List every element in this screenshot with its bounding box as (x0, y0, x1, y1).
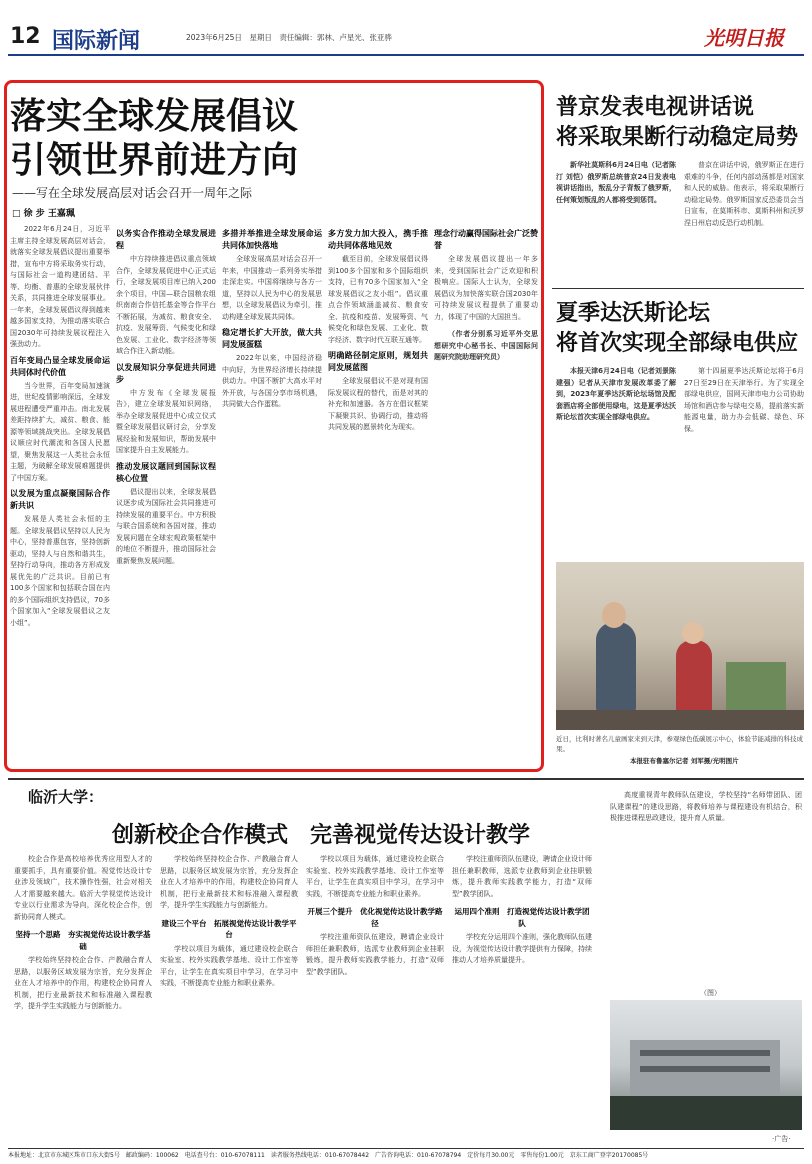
masthead (0, 0, 812, 56)
feature-column-1 (14, 854, 152, 1146)
lead-column-3 (222, 224, 322, 766)
newspaper-logo: 光明日报 (704, 26, 784, 50)
lead-para-4: 中方发布《全球发展报告》，建立全球发展知识网络，举办全球发展促进中心成立仪式暨全球发展倡议研讨会，分享发展经验和发展知识，帮助发展中国家提升自主发展能力。 (116, 388, 216, 454)
feature-title: 创新校企合作模式 完善视觉传达设计教学 (112, 822, 531, 848)
lead-subhead-4: 以发展知识分享促进共同进步 (116, 362, 216, 384)
feature-para-1: 学校始终坚持校企合作、产教融合育人思路，以服务区域发展为宗旨，充分发挥企业在人才培养中的作用，构建校企协同育人机制，把行业最新技术和标准融入课程教学，提升学生实践能力与创新能力。 (14, 956, 152, 1010)
feature-kicker: 临沂大学： (28, 788, 104, 806)
lead-subhead-6: 多措并举推进全球发展命运共同体加快落地 (222, 229, 322, 250)
feature-para-3: 学校注重师资队伍建设，聘请企业设计师担任兼职教师，选派专业教师到企业挂职锻炼，提升教师实践教学能力，打造“双师型”教学团队。 (306, 933, 444, 976)
lead-para-5: 倡议提出以来，全球发展倡议逐步成为国际社会共同推进可持续发展的重要平台。中方积极与联合国系统和各国对接，推动发展问题在全球宏观政策框架中的地位不断提升，推动国际社会重新聚焦发展问题。 (116, 487, 216, 565)
feature-subhead-4: 运用四个准则 打造视觉传达设计教学团队 (454, 907, 590, 928)
lead-intro: 2022年6月24日，习近平主席主持全球发展高层对话会，就落实全球发展倡议提出重要举措，宣布中方将采取务实行动，与国际社会一道构建团结、平等、均衡、普惠的全球发展伙伴关系，共同推进全球发展事业。一年来，全球发展倡议得到越来越多国家支持，为推动落实联合国2030年可持续发展议程注入强劲动力。 (10, 225, 110, 348)
davos-photo (556, 562, 804, 730)
section-title: 国际新闻 (52, 28, 141, 54)
lead-para-9: 全球发展倡议不是对现有国际发展议程的替代，而是对其的补充和加速器。各方在倡议框架下凝聚共识、协调行动，推动将共同发展的愿景转化为现实。 (328, 377, 428, 431)
lead-subhead-2: 以发展为重点凝聚国际合作新共识 (10, 489, 110, 510)
lead-credit: （作者分别系习近平外交思想研究中心秘书长、中国国际问题研究院助理研究员） (434, 330, 538, 361)
davos-title-line-2: 将首次实现全部绿电供应 (556, 330, 799, 356)
lead-subhead-9: 明确路径制定原则，规划共同发展蓝图 (328, 351, 428, 372)
date-line: 2023年6月25日 星期日 责任编辑：郭林、卢星光、张亚骅 (186, 33, 392, 42)
putin-title-line-1: 普京发表电视讲话说 (556, 94, 755, 120)
lead-subhead-7: 稳定增长扩大开放，做大共同发展蛋糕 (222, 328, 322, 349)
lead-title-line-2: 引领世界前进方向 (10, 139, 299, 181)
lead-column-5 (434, 224, 538, 766)
feature-intro: 校企合作是高校培养优秀应用型人才的重要抓手，具有重要价值。视觉传达设计专业涉及领域广，技术操作性强，社会对相关人才需要越来越大。临沂大学视觉传达设计专业以行业需求为导向，深化校企合作，创新协同育人模式。 (14, 855, 152, 921)
feature-para-2b: 学校以项目为载体，通过建设校企联合实验室、校外实践教学基地、设计工作室等平台，让学生在真实项目中学习，在学习中实践，不断提高专业能力和职业素养。 (306, 855, 444, 898)
putin-column-2 (684, 160, 804, 280)
feature-column-3 (306, 854, 444, 1146)
lead-subhead-10: 理念行动赢得国际社会广泛赞誉 (434, 229, 538, 250)
feature-para-2: 学校以项目为载体，通过建设校企联合实验室、校外实践教学基地、设计工作室等平台，让学生在真实项目中学习，在学习中实践，不断提高专业能力和职业素养。 (160, 944, 298, 987)
lead-subhead-1: 百年变局凸显全球发展命运共同体时代价值 (10, 355, 110, 377)
feature-side-column (610, 790, 802, 960)
feature-para-1b: 学校始终坚持校企合作、产教融合育人思路，以服务区域发展为宗旨，充分发挥企业在人才培养中的作用，构建校企协同育人机制，把行业最新技术和标准融入课程教学，提升学生实践能力与创新能力。 (160, 855, 298, 909)
davos-body: 第十四届夏季达沃斯论坛将于6月27日至29日在天津举行。为了实现全部绿电供应，国网天津市电力公司协助场馆和酒店参与绿电交易，提前落实新能源电量，助力办会低碳、绿色、环保。 (684, 367, 804, 433)
feature-para-4: 学校充分运用四个准则，强化教师队伍建设，为视觉传达设计教学提供有力保障，持续推动人才培养质量提升。 (452, 933, 592, 964)
davos-column-1 (556, 366, 676, 558)
ad-label: ·广告· (772, 1135, 791, 1143)
lead-para-10: 全球发展倡议提出一年多来，受到国际社会广泛欢迎和积极响应。国际人士认为，全球发展倡议为加快落实联合国2030年可持续发展议程提供了重要动力，体现了中国的大国担当。 (434, 255, 538, 321)
page-number: 12 (10, 24, 41, 49)
lead-column-4 (328, 224, 428, 766)
feature-subhead-2: 建设三个平台 拓展视觉传达设计教学平台 (161, 918, 297, 939)
footer-info: 本报地址：北京市东城区珠市口东大街5号 邮政编码：100062 电话查号台：010-67078111 读者服务热线电话：010-67078442 广告咨询电话：010-67078794 定价每月30.00元 零售每份1.00元 京东工商广登字20170085号 (8, 1152, 649, 1159)
lead-column-2 (116, 224, 216, 766)
davos-dateline: 本报天津6月24日电（记者刘景陈建强）记者从天津市发展改革委了解到，2023年夏季达沃斯论坛场馆及配套酒店将全部使用绿电，这是夏季达沃斯论坛首次实现全部绿电供应。 (556, 367, 676, 421)
davos-title-line-1: 夏季达沃斯论坛 (556, 300, 711, 326)
lead-subhead-5: 推动发展议题回到国际议程核心位置 (116, 461, 216, 483)
putin-column-1 (556, 160, 676, 280)
lead-byline: □ 徐 步 王嘉珮 (12, 209, 75, 219)
feature-column-2 (160, 854, 298, 1146)
putin-title-line-2: 将采取果断行动稳定局势 (556, 124, 799, 150)
lead-subhead-3: 以务实合作推动全球发展进程 (116, 229, 216, 250)
putin-body: 普京在讲话中说，俄罗斯正在进行艰难的斗争，任何内部动荡都是对国家和人民的威胁。他表示，将采取果断行动稳定局势。俄罗斯国家反恐委员会当日宣布，在莫斯科市、莫斯科州和沃罗涅日州启动反恐行动机制。 (684, 161, 804, 227)
lead-title-line-1: 落实全球发展倡议 (10, 95, 299, 137)
lead-para-8: 截至目前，全球发展倡议得到100多个国家和多个国际组织支持，已有70多个国家加入“全球发展倡议之友小组”。倡议重点合作领域涵盖减贫、粮食安全、抗疫和疫苗、发展筹资、气候变化和绿色发展、工业化、数字经济、数字时代互联互通等。 (328, 255, 428, 344)
lead-subtitle: ——写在全球发展高层对话会召开一周年之际 (12, 186, 253, 200)
campus-photo-label: （图） (700, 989, 721, 997)
feature-side-text: 高度重视青年教师队伍建设，学校坚持“名师带团队、团队建课程”的建设思路，将教师培养与课程建设有机结合，积极推进课程思政建设，提升育人质量。 (610, 791, 802, 822)
davos-photo-caption: 近日，比利时著名儿童画家来到天津，参观绿色低碳展示中心，体验节能减排的科技成果。 (556, 735, 803, 753)
feature-column-4 (452, 854, 592, 1146)
feature-subhead-1: 坚持一个思路 夯实视觉传达设计教学基础 (15, 930, 151, 951)
lead-column-1 (10, 224, 110, 766)
putin-dateline: 新华社莫斯科6月24日电（记者陈汀 刘恺）俄罗斯总统普京24日发表电视讲话指出，叛乱分子背叛了俄罗斯，任何策划叛乱的人都将受到惩罚。 (556, 161, 676, 204)
feature-subhead-3: 开展三个提升 优化视觉传达设计教学路径 (307, 907, 443, 928)
lead-para-1: 当今世界，百年变局加速演进，世纪疫情影响深远，全球发展进程遭受严重冲击。南北发展差距持续扩大，减贫、粮食、能源等领域挑战突出。全球发展倡议顺应时代潮流和各国人民愿望，聚焦发展这一人类社会永恒主题，为破解全球发展难题提供了中国方案。 (10, 381, 110, 482)
davos-photo-credit: 本报驻布鲁塞尔记者 刘军摄/光明图片 (630, 757, 739, 765)
lead-para-2: 发展是人类社会永恒的主题。全球发展倡议坚持以人民为中心，坚持普惠包容，坚持创新驱动，坚持人与自然和谐共生，坚持行动导向，推动各方形成发展优先的广泛共识。目前已有100多个国家和包括联合国在内的多个国际组织支持倡议，70多个国家加入“全球发展倡议之友小组”。 (10, 515, 110, 627)
davos-column-2 (684, 366, 804, 558)
lead-subhead-8: 多方发力加大投入，携手推动共同体落地见效 (328, 229, 428, 250)
lead-para-7: 2022年以来，中国经济稳中向好，为世界经济增长持续提供动力。中国不断扩大高水平对外开放，与各国分享市场机遇，共同做大合作蛋糕。 (222, 354, 322, 408)
feature-para-3b: 学校注重师资队伍建设，聘请企业设计师担任兼职教师，选派专业教师到企业挂职锻炼，提升教师实践教学能力，打造“双师型”教学团队。 (452, 855, 592, 898)
lead-para-6: 全球发展高层对话会召开一年来，中国推动一系列务实举措走深走实。中国将继续与各方一道，坚持以人民为中心的发展思想，以全球发展倡议为牵引，推动构建全球发展共同体。 (222, 255, 322, 321)
campus-photo (610, 1000, 802, 1130)
lead-para-3: 中方持续推进倡议重点领域合作，全球发展促进中心正式运行，全球发展项目库已纳入200余个项目，中国—联合国粮农组织南南合作信托基金等合作平台不断拓展，为减贫、粮食安全、抗疫、发展筹资、气候变化和绿色发展、工业化、数字经济等领域合作注入新动能。 (116, 255, 216, 355)
